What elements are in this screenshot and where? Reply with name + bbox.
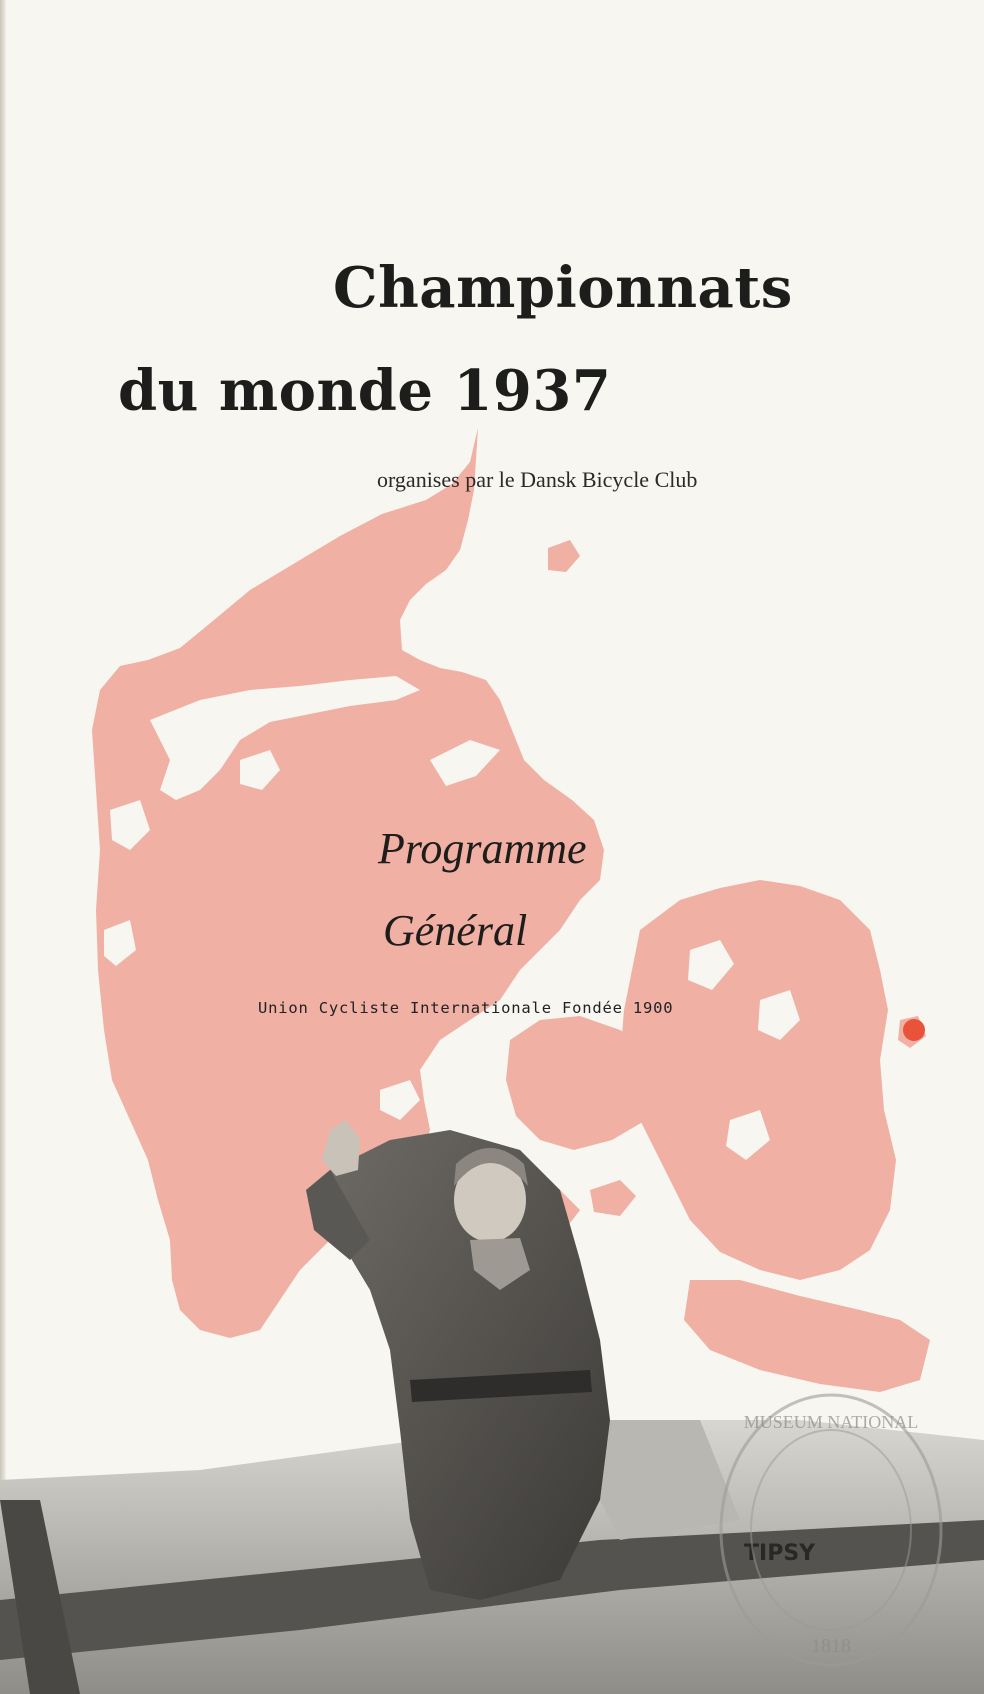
stamp-text: MUSEUM NATIONAL xyxy=(743,1412,919,1432)
title-line-2: du monde 1937 xyxy=(118,358,612,424)
general-heading: Général xyxy=(383,906,528,955)
plane-marking: TIPSY xyxy=(744,1541,816,1566)
stamp-year: 1818 xyxy=(811,1635,851,1657)
programme-heading: Programme xyxy=(378,824,587,873)
uci-line: Union Cycliste Internationale Fondée 1900 xyxy=(258,999,674,1017)
title-line-1: Championnats xyxy=(333,255,793,321)
museum-stamp xyxy=(706,1380,956,1680)
organizer-subtitle: organises par le Dansk Bicycle Club xyxy=(377,467,698,492)
